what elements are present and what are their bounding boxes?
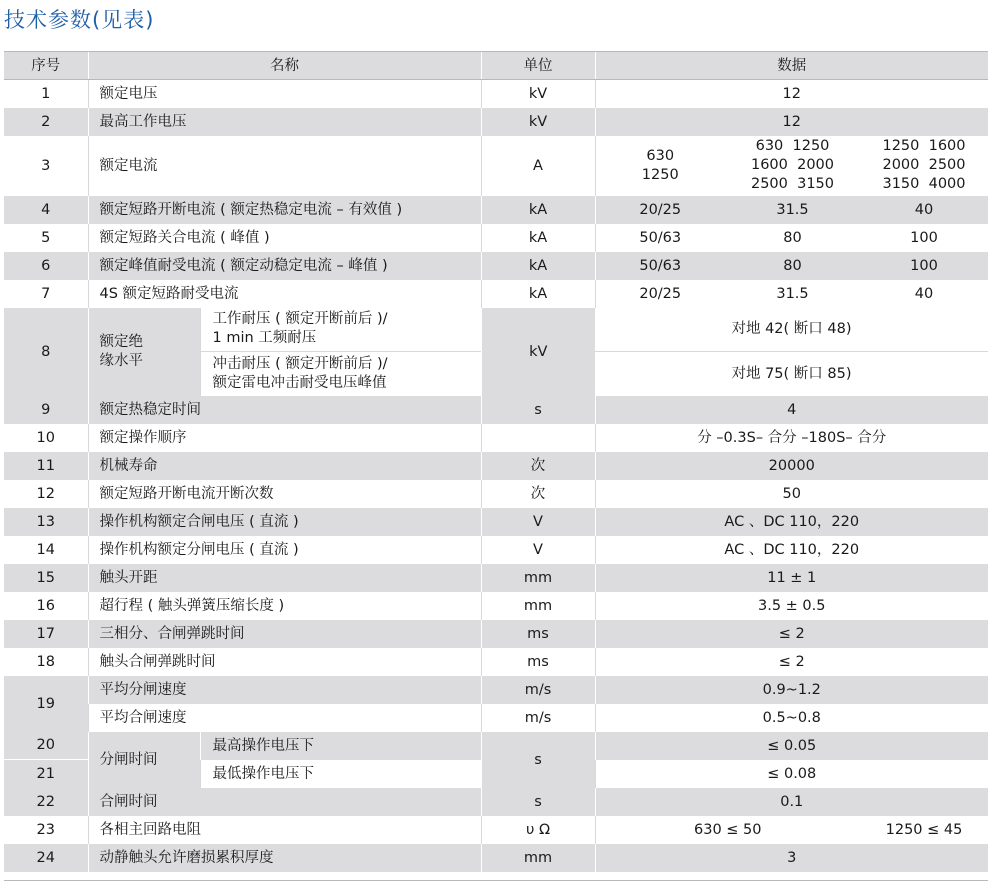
row-subname-b: 最低操作电压下	[200, 760, 481, 788]
row-unit: s	[481, 732, 595, 788]
row-data-3: 40	[914, 285, 934, 302]
row-no: 7	[41, 285, 51, 302]
row-data-3: 1250 ≤ 45	[885, 821, 963, 838]
row-no: 12	[36, 485, 55, 502]
header-no: 序号	[4, 52, 88, 80]
table-row	[4, 196, 988, 224]
row-no: 13	[4, 508, 88, 536]
row-no: 22	[4, 788, 88, 816]
row-unit: V	[481, 536, 595, 564]
row-no: 2	[4, 108, 88, 136]
row-unit: kA	[481, 224, 595, 252]
row-data-1: 20/25	[595, 196, 725, 224]
row-name-a: 平均分闸速度	[88, 676, 481, 704]
row-name: 动静触头允许磨损累积厚度	[88, 844, 481, 872]
row-unit: 次	[481, 452, 595, 480]
row-data: 20000	[595, 452, 988, 480]
table-row	[4, 396, 988, 424]
row-no: 9	[4, 396, 88, 424]
row-subname-1: 工作耐压 ( 额定开断前后 )/ 1 min 工频耐压	[200, 308, 481, 352]
row-no: 3	[41, 157, 51, 174]
row-data-2: 对地 75( 断口 85)	[595, 352, 988, 396]
row-unit: 次	[481, 480, 595, 508]
header-data: 数据	[595, 52, 988, 80]
row-data-1: 50/63	[595, 252, 725, 280]
table-row	[4, 732, 988, 760]
row-data: 12	[595, 108, 988, 136]
row-data: 3.5 ± 0.5	[595, 592, 988, 620]
row-unit: kA	[481, 196, 595, 224]
table-row	[4, 844, 988, 872]
row-data-a: 0.9~1.2	[595, 676, 988, 704]
row-no: 17	[4, 620, 88, 648]
row-name: 额定短路关合电流 ( 峰值 )	[88, 224, 481, 252]
row-data-3: 1250 1600 2000 2500 3150 4000	[882, 138, 966, 192]
row-data-2: 31.5	[776, 285, 809, 302]
row-data-1: 对地 42( 断口 48)	[595, 308, 988, 352]
row-unit: s	[481, 788, 595, 816]
table-row	[4, 676, 988, 704]
row-name: 机械寿命	[88, 452, 481, 480]
row-no: 18	[36, 653, 55, 670]
row-data-2: 31.5	[725, 196, 860, 224]
row-name: 4S 额定短路耐受电流	[88, 280, 481, 308]
row-subname-2: 冲击耐压 ( 额定开断前后 )/ 额定雷电冲击耐受电压峰值	[200, 352, 481, 396]
table-row	[4, 564, 988, 592]
row-name: 超行程 ( 触头弹簧压缩长度 )	[88, 592, 481, 620]
table-row	[4, 508, 988, 536]
row-unit: V	[481, 508, 595, 536]
row-data: 分 –0.3S– 合分 –180S– 合分	[595, 424, 988, 452]
row-data: AC 、DC 110，220	[595, 508, 988, 536]
row-no: 5	[41, 229, 51, 246]
row-data: 12	[595, 80, 988, 108]
table-bottom-rule	[4, 880, 988, 881]
row-unit: kV	[481, 308, 595, 396]
row-data-1: 20/25	[595, 280, 725, 308]
row-no: 23	[36, 821, 55, 838]
row-no: 20	[4, 732, 88, 760]
row-no: 4	[4, 196, 88, 224]
table-row	[4, 788, 988, 816]
row-data-b: ≤ 0.08	[595, 760, 988, 788]
row-name: 操作机构额定分闸电压 ( 直流 )	[88, 536, 481, 564]
row-no: 1	[41, 85, 51, 102]
row-name-b: 平均合闸速度	[88, 704, 481, 732]
page-title: 技术参数(见表)	[4, 8, 155, 32]
header-name: 名称	[88, 52, 481, 80]
row-data-2: 80	[783, 229, 802, 246]
row-name: 各相主回路电阻	[88, 816, 481, 844]
header-unit: 单位	[481, 52, 595, 80]
row-name: 额定短路开断电流 ( 额定热稳定电流 – 有效值 )	[88, 196, 481, 224]
table-row	[4, 816, 988, 844]
table-row	[4, 252, 988, 280]
table-row	[4, 620, 988, 648]
row-unit: A	[481, 136, 595, 196]
row-data-b: 0.5~0.8	[595, 704, 988, 732]
table-header-row	[4, 52, 988, 80]
row-unit: kA	[481, 252, 595, 280]
row-unit	[481, 424, 595, 452]
row-data: 11 ± 1	[595, 564, 988, 592]
row-unit: kV	[481, 108, 595, 136]
row-data: AC 、DC 110，220	[595, 536, 988, 564]
row-no: 8	[4, 308, 88, 396]
row-data-a: ≤ 0.05	[595, 732, 988, 760]
row-data-3: 40	[860, 196, 988, 224]
table-row	[4, 536, 988, 564]
row-no: 24	[4, 844, 88, 872]
row-unit: mm	[481, 844, 595, 872]
row-no: 19	[4, 676, 88, 732]
row-no: 16	[36, 597, 55, 614]
row-no: 15	[4, 564, 88, 592]
row-name: 触头合闸弹跳时间	[88, 648, 481, 676]
row-name: 触头开距	[88, 564, 481, 592]
row-unit: kV	[481, 80, 595, 108]
row-data-3: 100	[910, 229, 938, 246]
row-name: 额定操作顺序	[88, 424, 481, 452]
spec-table	[4, 52, 988, 872]
table-row	[4, 280, 988, 308]
row-data-1: 630 ≤ 50	[595, 816, 860, 844]
row-name: 额定短路开断电流开断次数	[88, 480, 481, 508]
row-data: 50	[595, 480, 988, 508]
row-data: 4	[595, 396, 988, 424]
row-data: ≤ 2	[595, 648, 988, 676]
row-name: 合闸时间	[88, 788, 481, 816]
row-name: 额定电压	[88, 80, 481, 108]
row-name: 额定绝 缘水平	[88, 308, 200, 396]
row-data: ≤ 2	[595, 620, 988, 648]
row-unit: mm	[481, 592, 595, 620]
table-row	[4, 108, 988, 136]
row-no: 10	[36, 429, 55, 446]
row-unit: υ Ω	[481, 816, 595, 844]
row-unit-b: m/s	[481, 704, 595, 732]
table-row	[4, 648, 988, 676]
row-unit: kA	[481, 280, 595, 308]
row-no: 11	[4, 452, 88, 480]
table-row	[4, 704, 988, 732]
row-subname-a: 最高操作电压下	[200, 732, 481, 760]
row-data: 0.1	[595, 788, 988, 816]
row-name: 额定电流	[88, 136, 481, 196]
table-row	[4, 452, 988, 480]
row-no: 14	[36, 541, 55, 558]
row-data-3: 100	[860, 252, 988, 280]
table-row	[4, 308, 988, 352]
table-row	[4, 136, 988, 196]
row-name: 操作机构额定合闸电压 ( 直流 )	[88, 508, 481, 536]
row-name: 最高工作电压	[88, 108, 481, 136]
row-data-1: 630 1250	[595, 136, 725, 196]
row-unit: mm	[481, 564, 595, 592]
row-data-1: 50/63	[595, 224, 725, 252]
table-row	[4, 592, 988, 620]
row-data-2: 80	[725, 252, 860, 280]
row-unit-a: m/s	[481, 676, 595, 704]
table-row	[4, 424, 988, 452]
row-name: 分闸时间	[88, 732, 200, 788]
table-row	[4, 480, 988, 508]
table-row	[4, 80, 988, 108]
row-no: 6	[4, 252, 88, 280]
row-name: 三相分、合闸弹跳时间	[88, 620, 481, 648]
row-unit: ms	[481, 620, 595, 648]
row-data: 3	[595, 844, 988, 872]
row-data-2: 630 1250 1600 2000 2500 3150	[750, 138, 835, 192]
row-no: 21	[4, 760, 88, 788]
row-name: 额定峰值耐受电流 ( 额定动稳定电流 – 峰值 )	[88, 252, 481, 280]
row-name: 额定热稳定时间	[88, 396, 481, 424]
row-unit: s	[481, 396, 595, 424]
row-unit: ms	[481, 648, 595, 676]
table-row	[4, 224, 988, 252]
